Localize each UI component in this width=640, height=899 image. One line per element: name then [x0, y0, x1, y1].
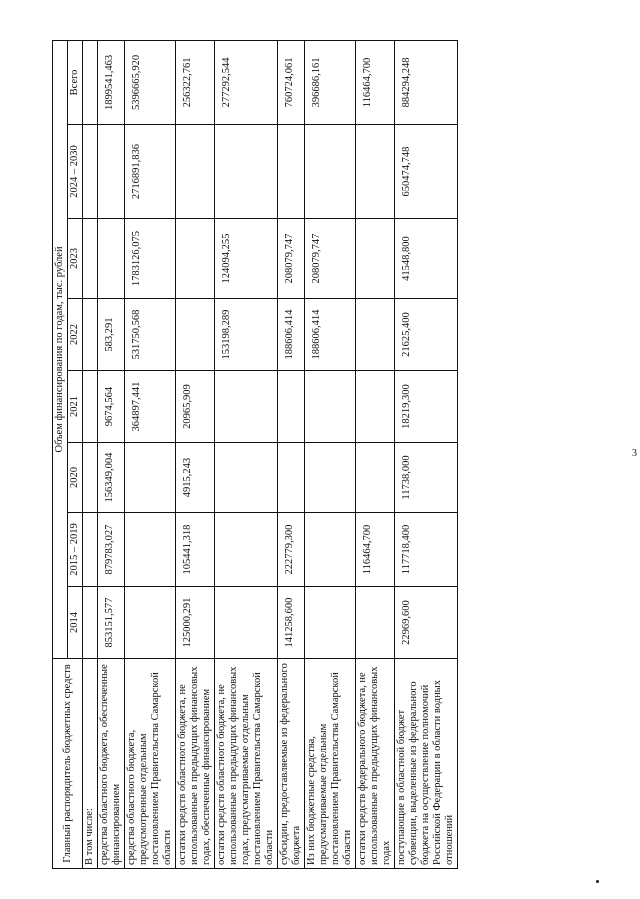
row-label: остатки средств областного бюджета, не использованные в предыдущих финансовых годах, предусматриваемые отдельным постановлением Правительства Самарской области	[215, 659, 278, 869]
row-value-cell	[278, 371, 305, 443]
financing-table	[52, 40, 458, 869]
row-value-cell: 1783126,075	[125, 219, 176, 299]
table-row	[176, 40, 215, 868]
row-value-cell: 4915,243	[176, 443, 215, 513]
row-value-cell	[356, 371, 395, 443]
table-row	[98, 40, 125, 868]
row-value-cell	[215, 443, 278, 513]
table-row	[305, 40, 356, 868]
row-label: остатки средств федерального бюджета, не использованные в предыдущих финансовых годах	[356, 659, 395, 869]
header-year: 2021	[68, 371, 83, 443]
row-total-cell: 396686,161	[305, 40, 356, 124]
row-value-cell: 141258,600	[278, 587, 305, 659]
row-value-cell: 531750,568	[125, 299, 176, 371]
row-label: остатки средств областного бюджета, не использованные в предыдущих финансовых годах, обеспеченные финансированием	[176, 659, 215, 869]
row-value-cell: 222779,300	[278, 513, 305, 587]
row-value-cell: 156349,004	[98, 443, 125, 513]
header-year: 2014	[68, 587, 83, 659]
row-value-cell: 153198,289	[215, 299, 278, 371]
row-value-cell: 41548,800	[395, 219, 458, 299]
row-value-cell	[305, 587, 356, 659]
row-value-cell: 11738,000	[395, 443, 458, 513]
section-row	[83, 40, 98, 868]
row-value-cell: 188606,414	[305, 299, 356, 371]
row-value-cell	[125, 513, 176, 587]
row-total-cell: 256322,761	[176, 40, 215, 124]
row-total-cell: 277292,544	[215, 40, 278, 124]
row-value-cell	[215, 371, 278, 443]
row-value-cell: 105441,318	[176, 513, 215, 587]
row-value-cell: 18219,300	[395, 371, 458, 443]
row-value-cell	[305, 125, 356, 219]
row-value-cell	[176, 125, 215, 219]
row-value-cell	[176, 299, 215, 371]
row-value-cell: 22969,600	[395, 587, 458, 659]
row-value-cell: 188606,414	[278, 299, 305, 371]
row-label: средства областного бюджета, предусмотренные отдельным постановлением Правительства Самарской области	[125, 659, 176, 869]
row-value-cell: 364897,441	[125, 371, 176, 443]
row-value-cell: 21625,400	[395, 299, 458, 371]
header-total: Всего	[68, 40, 83, 124]
row-value-cell: 117718,400	[395, 513, 458, 587]
row-total-cell: 760724,061	[278, 40, 305, 124]
row-value-cell	[356, 587, 395, 659]
row-value-cell	[215, 587, 278, 659]
row-total-cell: 5396665,920	[125, 40, 176, 124]
row-value-cell	[356, 299, 395, 371]
row-value-cell	[125, 443, 176, 513]
table-row	[356, 40, 395, 868]
row-label: субсидии, предоставляемые из федерального бюджета	[278, 659, 305, 869]
row-value-cell: 208079,747	[305, 219, 356, 299]
row-value-cell: 124094,255	[215, 219, 278, 299]
row-value-cell: 116464,700	[356, 513, 395, 587]
row-label: Из них бюджетные средства, предусматриваемые отдельным постановлением Правительства Самарской области	[305, 659, 356, 869]
row-value-cell: 9674,564	[98, 371, 125, 443]
row-value-cell	[215, 125, 278, 219]
scan-speck	[596, 880, 599, 883]
row-value-cell: 879783,027	[98, 513, 125, 587]
row-value-cell: 2716891,836	[125, 125, 176, 219]
row-value-cell: 650474,748	[395, 125, 458, 219]
row-value-cell	[278, 443, 305, 513]
header-year: 2023	[68, 219, 83, 299]
table-row	[395, 40, 458, 868]
row-value-cell	[356, 125, 395, 219]
header-year: 2015 – 2019	[68, 513, 83, 587]
row-value-cell	[305, 371, 356, 443]
row-value-cell: 125000,291	[176, 587, 215, 659]
row-value-cell	[305, 513, 356, 587]
row-value-cell	[278, 125, 305, 219]
row-value-cell	[356, 443, 395, 513]
row-value-cell	[98, 219, 125, 299]
row-value-cell: 583,291	[98, 299, 125, 371]
row-value-cell	[176, 219, 215, 299]
table-row	[215, 40, 278, 868]
row-value-cell	[356, 219, 395, 299]
row-value-cell: 208079,747	[278, 219, 305, 299]
row-total-cell: 1899541,463	[98, 40, 125, 124]
header-row-1	[53, 40, 68, 868]
header-year: 2024 – 2030	[68, 125, 83, 219]
row-label: поступающие в областной бюджет субвенции, выделенные из федерального бюджета на осуществление полномочий Российской Федерации в области водных отношений	[395, 659, 458, 869]
table-row	[125, 40, 176, 868]
row-value-cell	[305, 443, 356, 513]
row-value-cell	[215, 513, 278, 587]
row-value-cell	[125, 587, 176, 659]
header-year: 2022	[68, 299, 83, 371]
header-financing-group: Объем финансирования по годам, тыс. рублей	[53, 40, 68, 658]
header-distributor: Главный распорядитель бюджетных средств	[53, 659, 83, 869]
row-label: средства областного бюджета, обеспеченные финансированием	[98, 659, 125, 869]
row-value-cell: 20965,909	[176, 371, 215, 443]
row-total-cell: 116464,700	[356, 40, 395, 124]
section-label: В том числе:	[83, 659, 98, 869]
table-row	[278, 40, 305, 868]
page-number: 3	[632, 448, 637, 459]
header-year: 2020	[68, 443, 83, 513]
row-value-cell: 853151,577	[98, 587, 125, 659]
row-value-cell	[98, 125, 125, 219]
row-total-cell: 884294,248	[395, 40, 458, 124]
